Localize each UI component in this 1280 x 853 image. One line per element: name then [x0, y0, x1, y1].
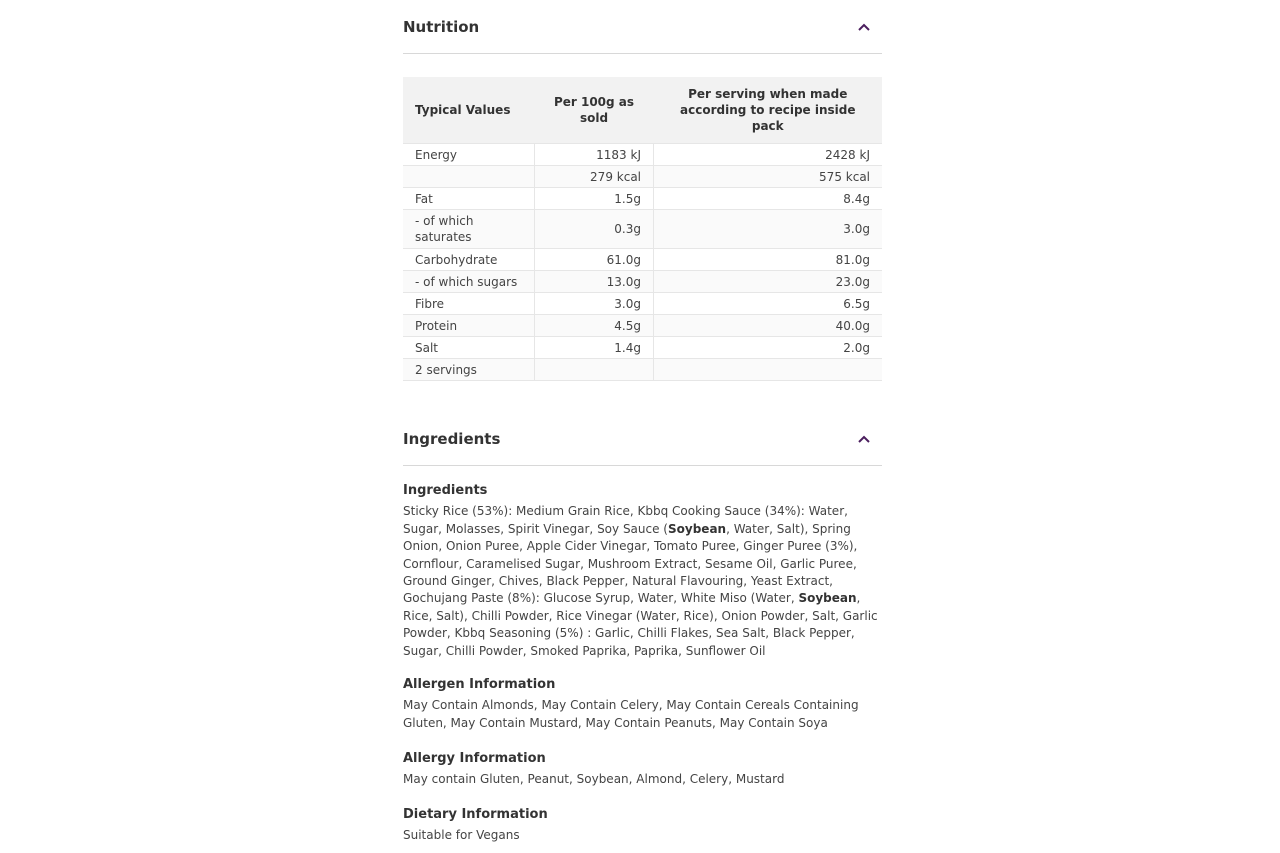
chevron-up-icon[interactable] — [852, 15, 876, 39]
table-row — [403, 337, 882, 359]
per-serving-value: 81.0g — [654, 249, 883, 271]
ingredients-text: Sticky Rice (53%): Medium Grain Rice, Kbbq Cooking Sauce (34%): Water, Sugar, Molasses, Spirit Vinegar, Soy Sauce (Soybean, Water, Salt), Spring Onion, Onion Puree, Apple Cider Vinegar, Tomato Puree, Ginger Puree (3%), Cornflour, Caramelised Sugar, Mushroom Extract, Sesame Oil, Garlic Puree, Ground Ginger, Chives, Black Pepper, Natural Flavouring, Yeast Extract, Gochujang Paste (8%): Glucose Syrup, Water, White Miso (Water, Soybean, Rice, Salt), Chilli Powder, Rice Vinegar (Water, Rice), Onion Powder, Salt, Garlic Powder, Kbbq Seasoning (5%) : Garlic, Chilli Flakes, Sea Salt, Black Pepper, Sugar, Chilli Powder, Smoked Paprika, Paprika, Sunflower Oil — [403, 504, 878, 658]
column-header-typical-values: Typical Values — [403, 77, 535, 144]
nutrient-label: Fat — [403, 188, 535, 210]
per-100g-value: 0.3g — [535, 210, 654, 249]
allergy-information-block — [403, 750, 882, 789]
chevron-up-icon[interactable] — [852, 427, 876, 451]
per-100g-value: 1.5g — [535, 188, 654, 210]
column-header-per-100g: Per 100g as sold — [535, 77, 654, 144]
per-100g-value: 13.0g — [535, 271, 654, 293]
per-100g-value: 61.0g — [535, 249, 654, 271]
allergen-highlight: Soybean — [668, 521, 727, 536]
table-row — [403, 271, 882, 293]
per-serving-value: 575 kcal — [654, 166, 883, 188]
per-serving-value: 8.4g — [654, 188, 883, 210]
per-100g-value: 279 kcal — [535, 166, 654, 188]
per-100g-value — [535, 359, 654, 381]
nutrient-label: 2 servings — [403, 359, 535, 381]
nutrition-title: Nutrition — [403, 17, 480, 36]
nutrient-label: - of which saturates — [403, 210, 535, 249]
nutrition-section-header[interactable] — [403, 0, 882, 54]
allergy-information-text: May contain Gluten, Peanut, Soybean, Almond, Celery, Mustard — [403, 772, 785, 787]
allergen-highlight: Soybean — [798, 591, 857, 606]
table-row — [403, 359, 882, 381]
per-100g-value: 4.5g — [535, 315, 654, 337]
nutrient-label: Energy — [403, 144, 535, 166]
ingredients-section-header[interactable] — [403, 412, 882, 466]
per-serving-value — [654, 359, 883, 381]
table-row — [403, 210, 882, 249]
per-100g-value: 1.4g — [535, 337, 654, 359]
ingredients-block — [403, 482, 882, 660]
nutrient-label: Salt — [403, 337, 535, 359]
per-serving-value: 6.5g — [654, 293, 883, 315]
table-row — [403, 293, 882, 315]
column-header-per-serving: Per serving when made according to recipe inside pack — [654, 77, 883, 144]
allergen-information-text: May Contain Almonds, May Contain Celery, May Contain Cereals Containing Gluten, May Contain Mustard, May Contain Peanuts, May Contain Soya — [403, 698, 859, 730]
per-serving-value: 2.0g — [654, 337, 883, 359]
table-row — [403, 249, 882, 271]
allergen-information-heading: Allergen Information — [403, 677, 556, 692]
per-serving-value: 23.0g — [654, 271, 883, 293]
per-serving-value: 2428 kJ — [654, 144, 883, 166]
dietary-information-text: Suitable for Vegans — [403, 828, 520, 843]
per-100g-value: 3.0g — [535, 293, 654, 315]
nutrient-label: - of which sugars — [403, 271, 535, 293]
table-row — [403, 144, 882, 166]
dietary-information-heading: Dietary Information — [403, 807, 548, 822]
ingredients-heading: Ingredients — [403, 483, 488, 498]
per-serving-value: 40.0g — [654, 315, 883, 337]
allergen-information-block — [403, 676, 882, 732]
table-row — [403, 188, 882, 210]
nutrient-label — [403, 166, 535, 188]
table-row — [403, 166, 882, 188]
ingredients-title: Ingredients — [403, 429, 501, 448]
per-100g-value: 1183 kJ — [535, 144, 654, 166]
product-info-column — [403, 0, 882, 843]
table-row — [403, 315, 882, 337]
allergy-information-heading: Allergy Information — [403, 751, 546, 766]
per-serving-value: 3.0g — [654, 210, 883, 249]
nutrient-label: Fibre — [403, 293, 535, 315]
nutrition-table — [403, 77, 882, 381]
nutrient-label: Carbohydrate — [403, 249, 535, 271]
dietary-information-block — [403, 806, 882, 845]
nutrient-label: Protein — [403, 315, 535, 337]
